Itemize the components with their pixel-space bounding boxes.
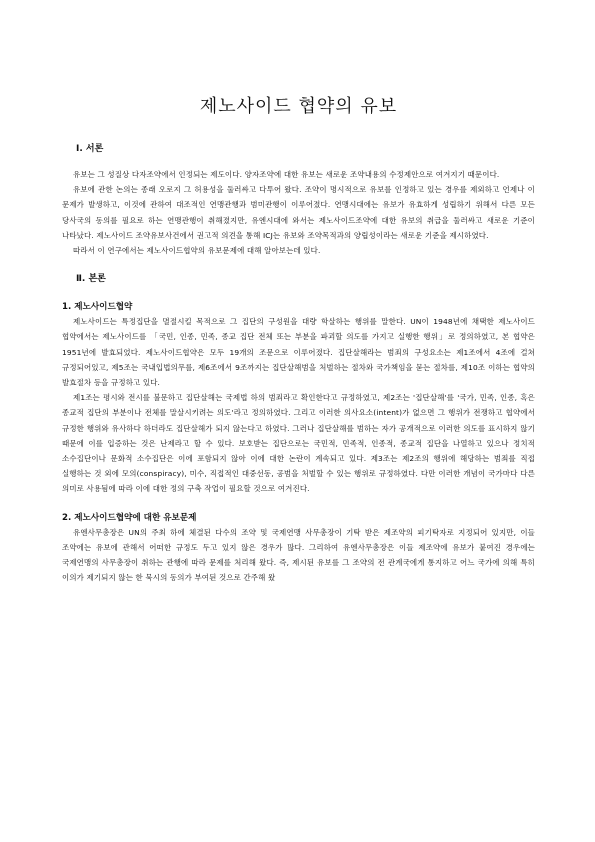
- section-1-paragraph-2: 제1조는 평시와 전시를 불문하고 집단살해는 국제법 하의 범죄라고 확인한다고 규정하였고, 제2조는 '집단살해'를 '국가, 민족, 인종, 혹은 종교적 집단의 부분이나 전체를 말살시키려는 의도'라고 정의하였다. 그리고 이러한 의사요소(intent)가 없으면 그 행위가 전쟁하고 협약에서 규정한 행위와 유사하다 하더라도 집단살해가 되지 않는다고 하였다. 그러나 집단살해를 범하는 자가 공개적으로 이러한 의도를 표시하지 않기 때문에 이를 입증하는 것은 난제라고 할 수 있다. 보호받는 집단으로는 국민적, 민족적, 인종적, 종교적 집단을 나열하고 있으나 정치적 소수집단이나 문화적 소수집단은 이에 포함되지 않아 이에 대한 논란이 계속되고 있다. 제3조는 제2조의 행위에 해당하는 범죄를 직접 실행하는 것 외에 모의(conspiracy), 미수, 직접적인 대중선동, 공범을 처벌할 수 있는 행위로 규정하였다. 다만 이러한 개념이 국가마다 다른 의미로 사용됨에 따라 이에 대한 정의 구축 작업이 필요할 것으로 여겨진다.: [62, 393, 535, 494]
- section-1-paragraph-1: 제노사이드는 특정집단을 멸절시킬 목적으로 그 집단의 구성원을 대량 학살하는 행위를 말한다. UN이 1948년에 채택한 제노사이드 협약에서는 제노사이드를 「국민, 인종, 민족, 종교 집단 전체 또는 부분을 파괴할 의도를 가지고 실행한 행위」로 정의하였고, 본 협약은 1951년에 발효되었다. 제노사이드협약은 모두 19개의 조문으로 이루어졌다. 집단살해라는 범죄의 구성요소는 제1조에서 4조에 걸쳐 규정되어있고, 제5조는 국내입법의무를, 제6조에서 9조까지는 집단살해범을 처벌하는 절차와 국가책임을 묻는 절차를, 제10조 이하는 협약의 발효절차 등을 규정하고 있다.: [62, 317, 535, 388]
- section-1-heading: 1. 제노사이드협약: [62, 302, 133, 313]
- document-title: 제노사이드 협약의 유보: [199, 96, 398, 117]
- section-2-paragraph-1: 유엔사무총장은 UN의 주최 하에 체결된 다수의 조약 및 국제연맹 사무총장이 기탁 받은 제조약의 피기탁자로 지정되어 있지만, 이들 조약에는 유보에 관해서 어떠한 규정도 두고 있지 않은 경우가 많다. 그리하여 유엔사무총장은 이들 제조약에 유보가 붙여진 경우에는 국제연맹의 사무총장이 취하는 관행에 따라 문제를 처리해 왔다. 즉, 제시된 유보를 그 조약의 전 관계국에게 통지하고 어느 국가에 의해 특히 이의가 제기되지 않는 한 묵시의 동의가 부여된 것으로 간주해 왔: [62, 527, 535, 583]
- body-heading: Ⅱ. 본론: [76, 274, 106, 285]
- intro-paragraph-1: 유보는 그 성질상 다자조약에서 인정되는 제도이다. 양자조약에 대한 유보는 새로운 조약내용의 수정제안으로 여겨지기 때문이다.: [73, 170, 500, 179]
- intro-paragraph-3: 따라서 이 연구에서는 제노사이드협약의 유보문제에 대해 알아보는데 있다.: [73, 246, 321, 256]
- intro-paragraph-2: 유보에 관한 논의는 종래 오로지 그 허용성을 둘러싸고 다투어 왔다. 조약이 명시적으로 유보를 인정하고 있는 경우를 제외하고 언제나 이 문제가 발생하고, 이것에 관하여 대조적인 연맹관행과 범미관행이 이루어졌다. 연맹시대에는 유보가 유효하게 성립하기 위해서 다른 모든 당사국의 동의를 필요로 하는 연맹관행이 취해졌지만, 유엔시대에 와서는 제노사이드조약에 대한 유보의 취급을 둘러싸고 새로운 기준이 나타났다. 제노사이드 조약유보사건에서 권고적 의견을 통해 ICJ는 유보와 조약목적과의 양립성이라는 새로운 기준을 제시하였다.: [62, 185, 535, 240]
- intro-heading: Ⅰ. 서론: [76, 144, 104, 154]
- section-2-heading: 2. 제노사이드협약에 대한 유보문제: [62, 512, 197, 523]
